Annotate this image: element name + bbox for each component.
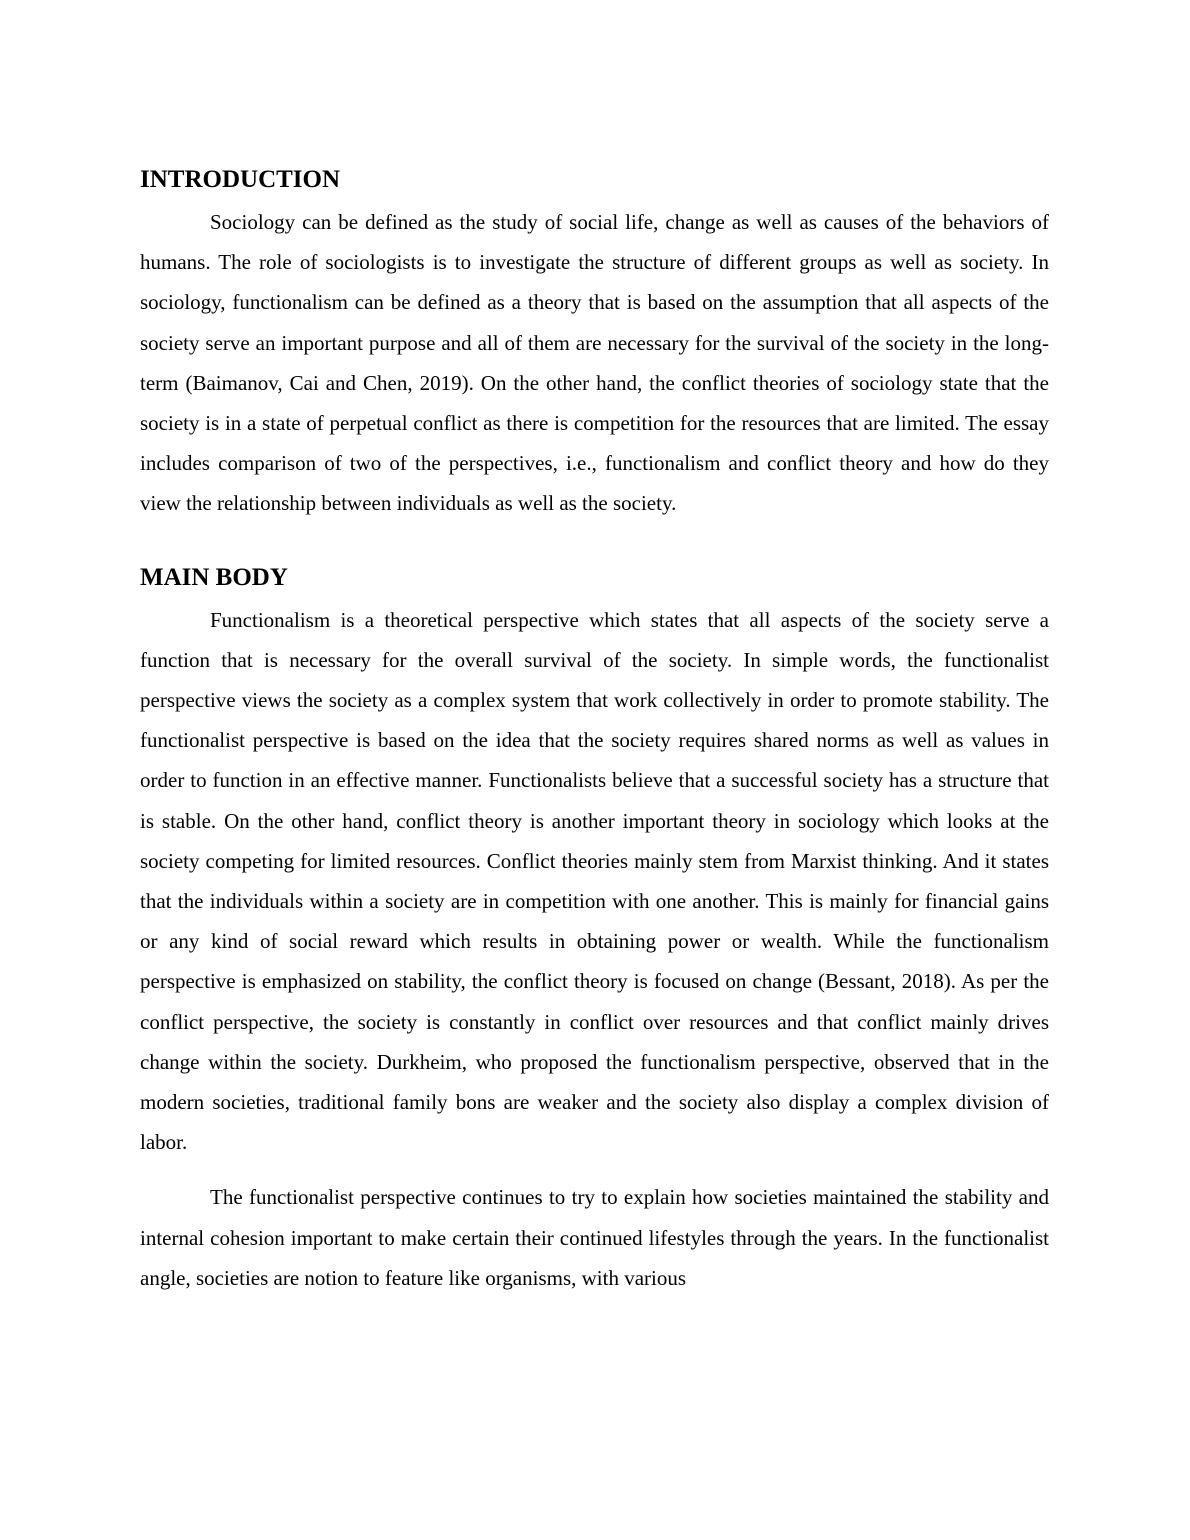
main-body-paragraph-2: The functionalist perspective continues to try to explain how societies maintained the stability and internal cohesion important to make certain their continued lifestyles through the years. In the functionalist angle, societies are notion to feature like organisms, with various: [140, 1185, 1049, 1290]
main-body-heading: MAIN BODY: [140, 563, 288, 591]
main-body-section: [140, 562, 1049, 1298]
introduction-heading: INTRODUCTION: [140, 166, 341, 193]
main-body-paragraph-1: Functionalism is a theoretical perspective which states that all aspects of the society serve a function that is necessary for the overall survival of the society. In simple words, the functionalist perspective views the society as a complex system that work collectively in order to promote stability. The functionalist perspective is based on the idea that the society requires shared norms as well as values in order to function in an effective manner. Functionalists believe that a successful society has a structure that is stable. On the other hand, conflict theory is another important theory in sociology which looks at the society competing for limited resources. Conflict theories mainly stem from Marxist thinking. And it states that the individuals within a society are in competition with one another. This is mainly for financial gains or any kind of social reward which results in obtaining power or wealth. While the functionalism perspective is emphasized on stability, the conflict theory is focused on change (Bessant, 2018). As per the conflict perspective, the society is constantly in conflict over resources and that conflict mainly drives change within the society. Durkheim, who proposed the functionalism perspective, observed that in the modern societies, traditional family bons are weaker and the society also display a complex division of labor.: [140, 607, 1049, 1155]
document-page: [140, 164, 1049, 1298]
introduction-section: [140, 164, 1049, 524]
introduction-paragraph: Sociology can be defined as the study of social life, change as well as causes of the behaviors of humans. The role of sociologists is to investigate the structure of different groups as well as society. In sociology, functionalism can be defined as a theory that is based on the assumption that all aspects of the society serve an important purpose and all of them are necessary for the survival of the society in the long-term (Baimanov, Cai and Chen, 2019). On the other hand, the conflict theories of sociology state that the society is in a state of perpetual conflict as there is competition for the resources that are limited. The essay includes comparison of two of the perspectives, i.e., functionalism and conflict theory and how do they view the relationship between individuals as well as the society.: [140, 210, 1049, 516]
